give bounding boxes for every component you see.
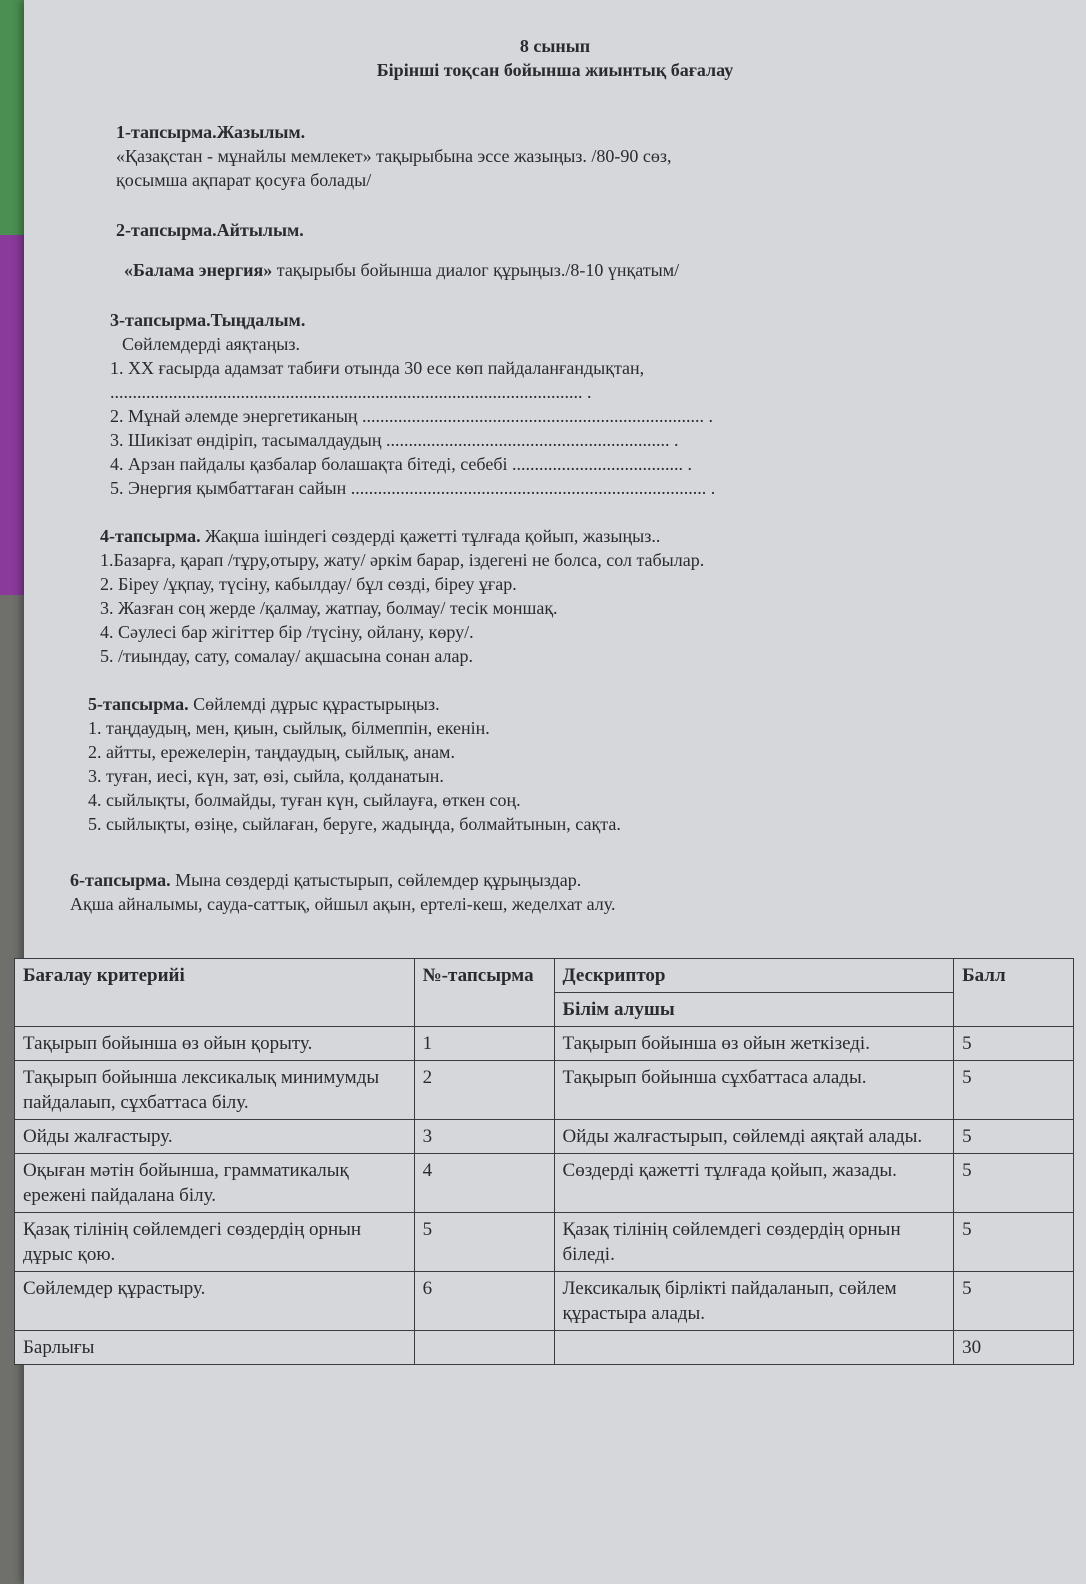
header-descriptor: Дескриптор	[554, 959, 954, 993]
header-criteria: Бағалау критерийі	[15, 959, 415, 1027]
task-1-line-2: қосымша ақпарат қосуға болады/	[116, 170, 372, 190]
task-4-item-3: 3. Жазған соң жерде /қалмау, жатпау, болмау/ тесік моншақ.	[100, 598, 558, 618]
row-criteria: Сөйлемдер құрастыру.	[15, 1272, 415, 1331]
task-6-instruction: Мына сөздерді қатыстырып, сөйлемдер құрыңыздар.	[170, 870, 582, 890]
row-task: 1	[414, 1027, 554, 1061]
task-1-line-1: «Қазақстан - мұнайлы мемлекет» тақырыбына эссе жазыңыз. /80-90 сөз,	[116, 146, 672, 166]
table-header-row	[15, 959, 1074, 993]
table-row	[15, 1027, 1074, 1061]
task-3-item-3: 3. Шикізат өндіріп, тасымалдаудың ............................................................... .	[110, 430, 679, 450]
row-score: 5	[954, 1154, 1074, 1213]
header-task-no: №-тапсырма	[414, 959, 554, 1027]
task-6-title: 6-тапсырма.	[70, 870, 171, 890]
task-2-topic: «Балама энергия»	[124, 260, 273, 280]
row-score: 5	[954, 1061, 1074, 1120]
task-5-item-3: 3. туған, иесі, күн, зат, өзі, сыйла, қолданатын.	[88, 766, 444, 786]
task-4-item-2: 2. Біреу /ұқпау, түсіну, кабылдау/ бұл сөзді, біреу ұғар.	[100, 574, 517, 594]
table-row	[15, 1154, 1074, 1213]
header-score: Балл	[954, 959, 1074, 1027]
row-descriptor: Ойды жалғастырып, сөйлемді аяқтай алады.	[554, 1120, 954, 1154]
row-score: 5	[954, 1027, 1074, 1061]
row-descriptor: Тақырып бойынша өз ойын жеткізеді.	[554, 1027, 954, 1061]
row-score: 5	[954, 1272, 1074, 1331]
row-task: 5	[414, 1213, 554, 1272]
task-3-item-4: 4. Арзан пайдалы қазбалар болашақта бітеді, себебі ...................................... .	[110, 454, 692, 474]
task-3-blank-line: ......................................................................................................... .	[110, 382, 592, 402]
task-2-title: 2-тапсырма.Айтылым.	[116, 220, 304, 240]
row-score: 5	[954, 1120, 1074, 1154]
task-3-title: 3-тапсырма.Тыңдалым.	[110, 310, 306, 330]
table-row	[15, 1213, 1074, 1272]
task-2	[116, 218, 679, 282]
row-task: 6	[414, 1272, 554, 1331]
page-title: Бірінші тоқсан бойынша жиынтық бағалау	[376, 60, 734, 80]
task-5-item-2: 2. айтты, ережелерін, таңдаудың, сыйлық, анам.	[88, 742, 455, 762]
task-4-item-5: 5. /тиындау, сату, сомалау/ ақшасына сонан алар.	[100, 646, 473, 666]
table-row	[15, 1061, 1074, 1120]
total-empty-1	[414, 1331, 554, 1365]
table-total-row	[15, 1331, 1074, 1365]
task-2-rest: тақырыбы бойынша диалог құрыңыз./8-10 үнқатым/	[272, 260, 680, 280]
task-4-heading	[100, 524, 704, 548]
task-3-item-1: 1. XX ғасырда адамзат табиғи отында 30 есе көп пайдаланғандықтан,	[110, 358, 645, 378]
task-2-text	[116, 258, 679, 282]
row-criteria: Тақырып бойынша өз ойын қорыту.	[15, 1027, 415, 1061]
total-score: 30	[954, 1331, 1074, 1365]
grade-label: 8 сынып	[519, 36, 591, 56]
row-criteria: Қазақ тілінің сөйлемдегі сөздердің орнын дұрыс қою.	[15, 1213, 415, 1272]
row-descriptor: Сөздерді қажетті тұлғада қойып, жазады.	[554, 1154, 954, 1213]
task-5	[88, 692, 621, 836]
task-4-title: 4-тапсырма.	[100, 526, 201, 546]
table-row	[15, 1120, 1074, 1154]
task-5-item-1: 1. таңдаудың, мен, қиын, сыйлық, білмеппін, екенін.	[88, 718, 490, 738]
task-3-item-5: 5. Энергия қымбаттаған сайын ............................................................................... .	[110, 478, 716, 498]
task-4	[100, 524, 704, 668]
task-3-item-2: 2. Мұнай әлемде энергетиканың ............................................................................ .	[110, 406, 714, 426]
task-5-item-4: 4. сыйлықты, болмайды, туған күн, сыйлауға, өткен соң.	[88, 790, 521, 810]
task-5-title: 5-тапсырма.	[88, 694, 189, 714]
task-4-item-4: 4. Сәулесі бар жігіттер бір /түсіну, ойлану, көру/.	[100, 622, 474, 642]
row-task: 4	[414, 1154, 554, 1213]
task-5-instruction: Сөйлемді дұрыс құрастырыңыз.	[188, 694, 440, 714]
row-task: 3	[414, 1120, 554, 1154]
total-empty-2	[554, 1331, 954, 1365]
task-6	[70, 868, 615, 916]
worksheet-paper	[24, 0, 1086, 1584]
row-descriptor: Лексикалық бірлікті пайдаланып, сөйлем құрастыра алады.	[554, 1272, 954, 1331]
table-row	[15, 1272, 1074, 1331]
task-3-instruction: Сөйлемдерді аяқтаңыз.	[122, 334, 300, 354]
row-criteria: Оқыған мәтін бойынша, грамматикалық ережені пайдалана білу.	[15, 1154, 415, 1213]
task-1-title: 1-тапсырма.Жазылым.	[116, 122, 306, 142]
task-6-words: Ақша айналымы, сауда-саттық, ойшыл ақын, ертелі-кеш, жеделхат алу.	[70, 894, 616, 914]
task-5-item-5: 5. сыйлықты, өзіңе, сыйлаған, беруге, жадыңда, болмайтынын, сақта.	[88, 814, 621, 834]
task-1	[116, 120, 672, 192]
task-3	[110, 308, 715, 500]
row-descriptor: Тақырып бойынша сұхбаттаса алады.	[554, 1061, 954, 1120]
task-4-instruction: Жақша ішіндегі сөздерді қажетті тұлғада қойып, жазыңыз..	[200, 526, 661, 546]
total-label: Барлығы	[15, 1331, 415, 1365]
row-criteria: Тақырып бойынша лексикалық минимумды пайдалаып, сұхбаттаса білу.	[15, 1061, 415, 1120]
row-criteria: Ойды жалғастыру.	[15, 1120, 415, 1154]
row-descriptor: Қазақ тілінің сөйлемдегі сөздердің орнын біледі.	[554, 1213, 954, 1272]
task-4-item-1: 1.Базарға, қарап /тұру,отыру, жату/ әркім барар, іздегені не болса, сол табылар.	[100, 550, 705, 570]
row-score: 5	[954, 1213, 1074, 1272]
task-5-heading	[88, 692, 621, 716]
grading-table	[14, 958, 1074, 1365]
row-task: 2	[414, 1061, 554, 1120]
header-learner: Білім алушы	[554, 993, 954, 1027]
task-6-heading	[70, 868, 615, 892]
